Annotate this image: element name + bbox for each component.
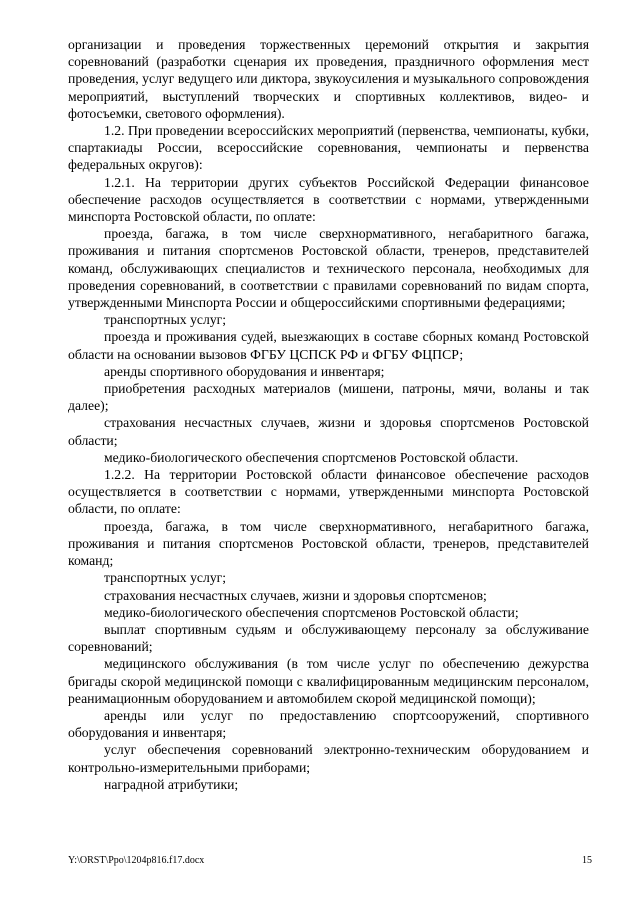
paragraph: медицинского обслуживания (в том числе услуг по обеспечению дежурства бригады скорой медицинской помощи с квалифицированным медицинским персоналом, реанимационным оборудованием и автомобилем скорой медицинской помощи);: [68, 656, 589, 706]
paragraph: аренды или услуг по предоставлению спортсооружений, спортивного оборудования и инвентаря;: [68, 707, 589, 741]
paragraph: организации и проведения торжественных церемоний открытия и закрытия соревнований (разработки сценария их проведения, праздничного оформления мест проведения, услуг ведущего или диктора, звукоусиления и музыкального сопровождения мероприятий, выступлений творческих и спортивных коллективов, видео- и фотосъемки, светового оформления).: [68, 37, 589, 121]
file-path: Y:\ORST\Ppo\1204p816.f17.docx: [68, 855, 205, 866]
paragraph: страхования несчастных случаев, жизни и здоровья спортсменов Ростовской области;: [68, 415, 589, 448]
body-text: [68, 36, 589, 793]
paragraph: медико-биологического обеспечения спортсменов Ростовской области;: [104, 604, 519, 620]
paragraph: выплат спортивным судьям и обслуживающему персоналу за обслуживание соревнований;: [68, 621, 589, 655]
paragraph: 1.2.1. На территории других субъектов Российской Федерации финансовое обеспечение расходов осуществляется в соответствии с нормами, утвержденными минспорта Ростовской области, по оплате:: [68, 174, 589, 225]
paragraph: 1.2. При проведении всероссийских мероприятий (первенства, чемпионаты, кубки, спартакиады России, всероссийские соревнования, чемпионаты и первенства федеральных округов):: [68, 123, 589, 173]
paragraph: проезда и проживания судей, выезжающих в составе сборных команд Ростовской области на основании вызовов ФГБУ ЦСПСК РФ и ФГБУ ФЦПСР;: [68, 329, 589, 362]
paragraph: транспортных услуг;: [104, 570, 227, 586]
page-footer: [68, 854, 592, 868]
paragraph: медико-биологического обеспечения спортсменов Ростовской области.: [104, 449, 519, 465]
paragraph: 1.2.2. На территории Ростовской области финансовое обеспечение расходов осуществляется в соответствии с нормами, утвержденными минспорта Ростовской области, по оплате:: [68, 467, 589, 517]
paragraph: транспортных услуг;: [104, 312, 227, 328]
paragraph: наградной атрибутики;: [104, 776, 239, 792]
paragraph: приобретения расходных материалов (мишени, патроны, мячи, воланы и так далее);: [68, 381, 589, 414]
paragraph: услуг обеспечения соревнований электронно-техническим оборудованием и контрольно-измерительными приборами;: [68, 742, 589, 775]
page-number: 15: [582, 855, 592, 866]
paragraph: проезда, багажа, в том числе сверхнормативного, негабаритного багажа, проживания и питания спортсменов Ростовской области, тренеров, представителей команд;: [68, 518, 589, 569]
paragraph: проезда, багажа, в том числе сверхнормативного, негабаритного багажа, проживания и питания спортсменов Ростовской области, тренеров, представителей команд, обслуживающих специалистов и технического персонала, необходимых для проведения соревнований, в соответствии с правилами соревнований по видам спорта, утвержденными Минспорта России и общероссийскими спортивными федерациями;: [68, 226, 589, 311]
paragraph: страхования несчастных случаев, жизни и здоровья спортсменов;: [104, 587, 487, 603]
paragraph: аренды спортивного оборудования и инвентаря;: [104, 363, 385, 379]
